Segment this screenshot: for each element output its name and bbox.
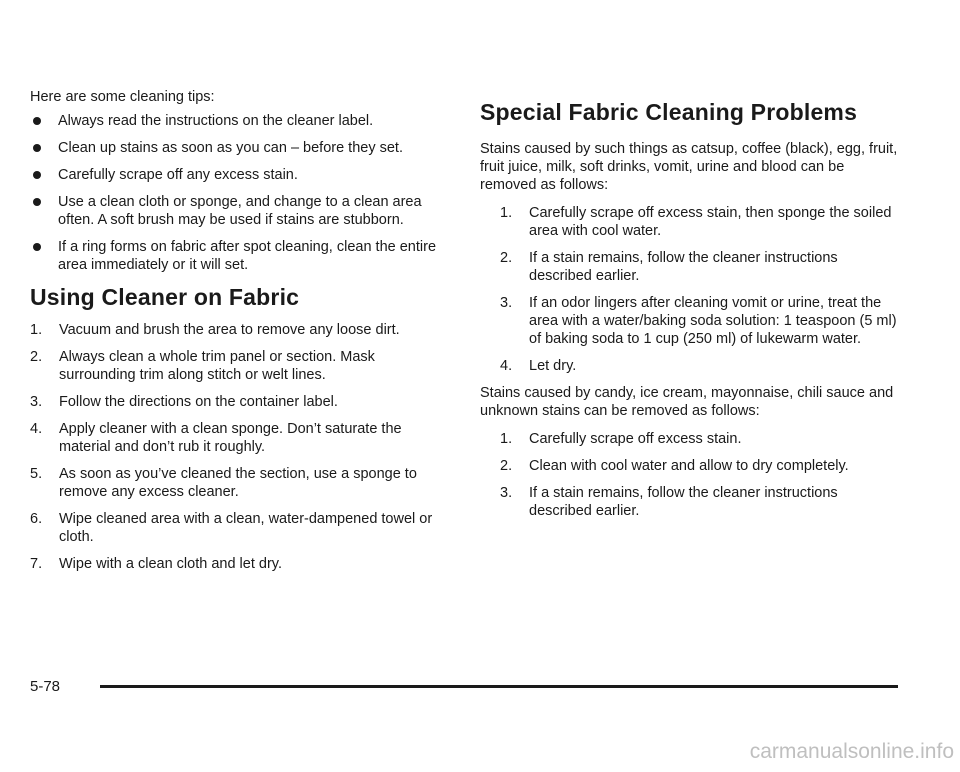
step-number: 7. bbox=[30, 556, 43, 572]
cleaning-tips-list bbox=[30, 112, 450, 274]
list-item: Carefully scrape off any excess stain. bbox=[30, 166, 450, 184]
step-number: 4. bbox=[500, 358, 513, 374]
step-text: Wipe with a clean cloth and let dry. bbox=[59, 556, 282, 572]
step-text: Follow the directions on the container label. bbox=[59, 394, 338, 410]
stains-paragraph: Stains caused by such things as catsup, coffee (black), egg, fruit, fruit juice, milk, soft drinks, vomit, urine and blood can be removed as follows: bbox=[480, 141, 898, 193]
step-number: 3. bbox=[30, 394, 43, 410]
list-item bbox=[30, 510, 450, 546]
list-item bbox=[30, 555, 450, 573]
step-number: 2. bbox=[500, 458, 513, 474]
step-text: If a stain remains, follow the cleaner instructions described earlier. bbox=[529, 485, 838, 519]
step-number: 1. bbox=[30, 322, 43, 338]
step-text: If a stain remains, follow the cleaner instructions described earlier. bbox=[529, 250, 838, 284]
step-text: Carefully scrape off excess stain. bbox=[529, 431, 742, 447]
step-number: 1. bbox=[500, 205, 513, 221]
step-text: As soon as you’ve cleaned the section, use a sponge to remove any excess cleaner. bbox=[59, 466, 417, 500]
cleaning-tips-intro: Here are some cleaning tips: bbox=[30, 89, 215, 105]
step-text: Clean with cool water and allow to dry completely. bbox=[529, 458, 849, 474]
step-text: Let dry. bbox=[529, 358, 577, 374]
list-item bbox=[500, 294, 900, 348]
list-item: If a ring forms on fabric after spot cleaning, clean the entire area immediately or it will set. bbox=[30, 238, 450, 274]
list-item bbox=[500, 430, 900, 448]
stain-steps-list bbox=[480, 204, 900, 375]
list-item bbox=[30, 465, 450, 501]
right-column bbox=[480, 98, 900, 529]
step-number: 3. bbox=[500, 295, 513, 311]
list-item bbox=[500, 249, 900, 285]
step-text: Wipe cleaned area with a clean, water-dampened towel or cloth. bbox=[59, 511, 433, 545]
step-number: 5. bbox=[30, 466, 43, 482]
list-item: Use a clean cloth or sponge, and change to a clean area often. A soft brush may be used if stains are stubborn. bbox=[30, 193, 450, 229]
step-number: 3. bbox=[500, 485, 513, 501]
list-item bbox=[500, 484, 900, 520]
step-number: 2. bbox=[30, 349, 43, 365]
list-item: Clean up stains as soon as you can – before they set. bbox=[30, 139, 450, 157]
list-item bbox=[500, 357, 900, 375]
step-text: Apply cleaner with a clean sponge. Don’t saturate the material and don’t rub it roughly. bbox=[59, 421, 402, 455]
stains-paragraph: Stains caused by candy, ice cream, mayonnaise, chili sauce and unknown stains can be removed as follows: bbox=[480, 385, 894, 419]
step-text: If an odor lingers after cleaning vomit or urine, treat the area with a water/baking soda solution: 1 teaspoon (5 ml) of baking soda to 1 cup (250 ml) of lukewarm water. bbox=[529, 295, 897, 347]
section-heading: Special Fabric Cleaning Problems bbox=[480, 99, 858, 125]
step-number: 6. bbox=[30, 511, 43, 527]
list-item bbox=[30, 321, 450, 339]
list-item bbox=[30, 348, 450, 384]
list-item bbox=[500, 457, 900, 475]
list-item bbox=[30, 393, 450, 411]
fabric-steps-list bbox=[30, 321, 450, 573]
page-number: 5-78 bbox=[30, 678, 61, 695]
footer-divider bbox=[100, 685, 898, 688]
stain-steps-list bbox=[480, 430, 900, 520]
page-footer bbox=[30, 676, 898, 700]
step-number: 1. bbox=[500, 431, 513, 447]
step-text: Vacuum and brush the area to remove any loose dirt. bbox=[59, 322, 400, 338]
list-item bbox=[500, 204, 900, 240]
list-item bbox=[30, 420, 450, 456]
watermark: carmanualsonline.info bbox=[749, 740, 954, 763]
step-text: Carefully scrape off excess stain, then sponge the soiled area with cool water. bbox=[529, 205, 892, 239]
left-column bbox=[30, 88, 450, 583]
section-heading: Using Cleaner on Fabric bbox=[30, 284, 300, 310]
list-item: Always read the instructions on the cleaner label. bbox=[30, 112, 450, 130]
step-number: 4. bbox=[30, 421, 43, 437]
step-number: 2. bbox=[500, 250, 513, 266]
step-text: Always clean a whole trim panel or section. Mask surrounding trim along stitch or welt lines. bbox=[59, 349, 375, 383]
